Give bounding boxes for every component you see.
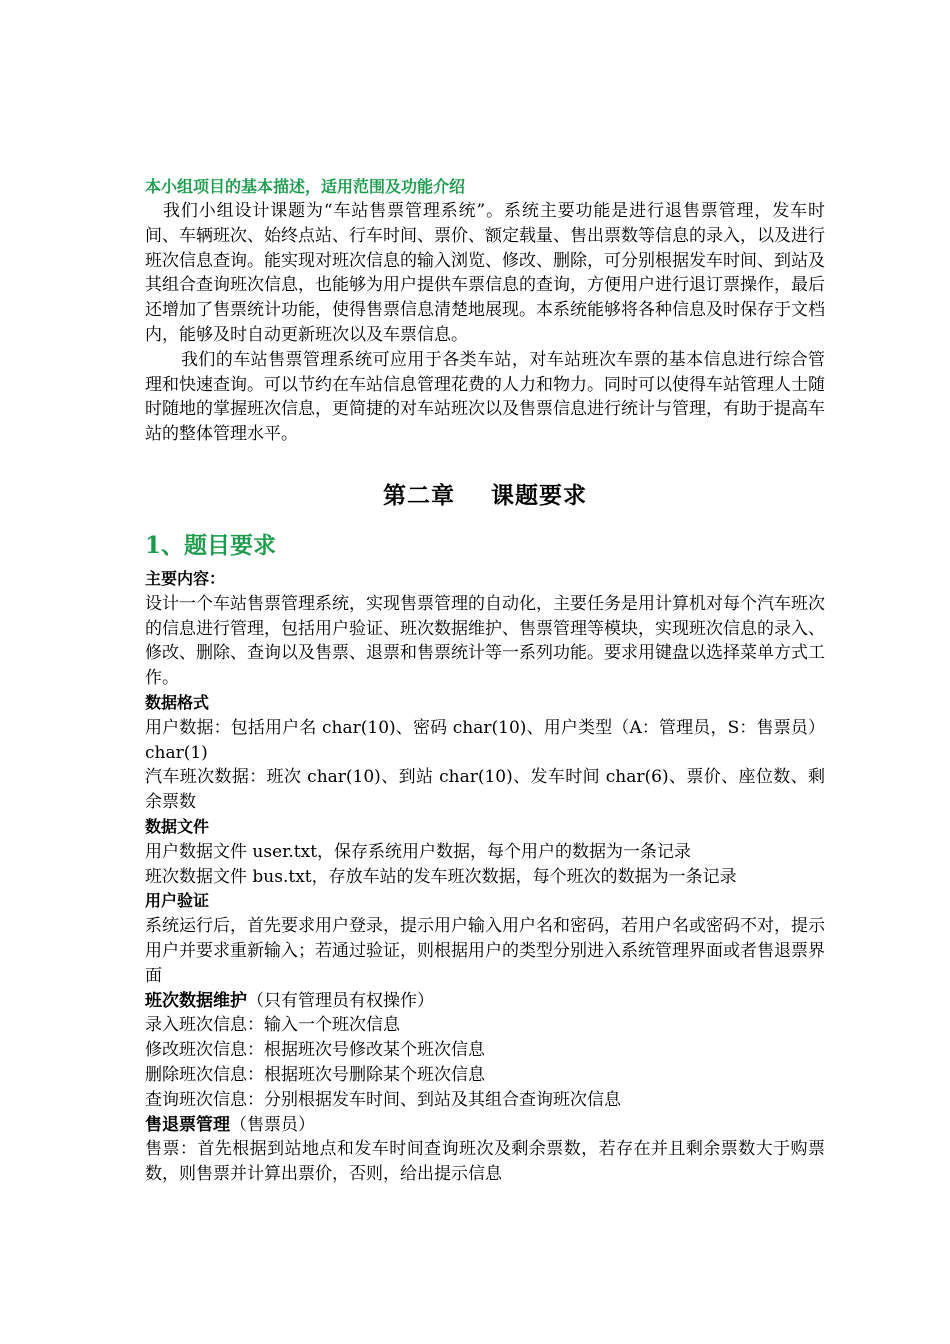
maintenance-item: 查询班次信息：分别根据发车时间、到站及其组合查询班次信息	[145, 1089, 621, 1110]
data-format-label: 数据格式	[145, 692, 210, 712]
document-content	[145, 175, 825, 1187]
ticket-heading-line	[145, 1113, 825, 1138]
ticket-label: 售退票管理	[145, 1114, 230, 1135]
maintenance-item: 修改班次信息：根据班次号修改某个班次信息	[145, 1040, 485, 1061]
maintenance-item: 删除班次信息：根据班次号删除某个班次信息	[145, 1064, 485, 1085]
maintenance-note: （只有管理员有权操作）	[247, 990, 434, 1011]
intro-paragraph-2: 我们的车站售票管理系统可应用于各类车站，对车站班次车票的基本信息进行综合管理和快速查询。可以节约在车站信息管理花费的人力和物力。同时可以使得车站管理人士随时随地的掌握班次信息，更简捷的对车站班次以及售票信息进行统计与管理，有助于提高车站的整体管理水平。	[145, 349, 825, 445]
chapter-title: 第二章 课题要求	[382, 481, 588, 509]
data-file-label: 数据文件	[145, 816, 210, 836]
data-format-user: 用户数据：包括用户名 char(10)、密码 char(10)、用户类型（A：管理员，S：售票员）char(1)	[145, 717, 825, 763]
ticket-sell-text: 售票：首先根据到站地点和发车时间查询班次及剩余票数，若存在并且剩余票数大于购票数，则售票并计算出票价，否则，给出提示信息	[145, 1139, 825, 1185]
maintenance-item: 录入班次信息：输入一个班次信息	[145, 1015, 400, 1036]
user-auth-text: 系统运行后，首先要求用户登录，提示用户输入用户名和密码，若用户名或密码不对，提示用户并要求重新输入；若通过验证，则根据用户的类型分别进入系统管理界面或者售退票界面	[145, 916, 825, 986]
ticket-note: （售票员）	[230, 1114, 315, 1135]
section-title: 1、题目要求	[145, 531, 277, 559]
intro-heading: 本小组项目的基本描述，适用范围及功能介绍	[145, 177, 466, 196]
intro-paragraph-1: 我们小组设计课题为“车站售票管理系统”。系统主要功能是进行退售票管理，发车时间、车辆班次、始终点站、行车时间、票价、额定载量、售出票数等信息的录入，以及进行班次信息查询。能实现对班次信息的输入浏览、修改、删除，可分别根据发车时间、到站及其组合查询班次信息，也能够为用户提供车票信息的查询，方便用户进行退订票操作，最后还增加了售票统计功能，使得售票信息清楚地展现。本系统能够将各种信息及时保存于文档内，能够及时自动更新班次以及车票信息。	[145, 201, 825, 345]
data-file-user: 用户数据文件 user.txt，保存系统用户数据，每个用户的数据为一条记录	[145, 841, 692, 862]
data-format-bus: 汽车班次数据：班次 char(10)、到站 char(10)、发车时间 char(6)、票价、座位数、剩余票数	[145, 767, 825, 813]
main-content-label: 主要内容：	[145, 568, 226, 588]
data-file-bus: 班次数据文件 bus.txt，存放车站的发车班次数据，每个班次的数据为一条记录	[145, 866, 737, 887]
maintenance-heading-line	[145, 989, 825, 1014]
main-content-text: 设计一个车站售票管理系统，实现售票管理的自动化，主要任务是用计算机对每个汽车班次的信息进行管理，包括用户验证、班次数据维护、售票管理等模块，实现班次信息的录入、修改、删除、查询以及售票、退票和售票统计等一系列功能。要求用键盘以选择菜单方式工作。	[145, 593, 825, 689]
user-auth-label: 用户验证	[145, 891, 210, 911]
maintenance-label: 班次数据维护	[145, 990, 247, 1011]
